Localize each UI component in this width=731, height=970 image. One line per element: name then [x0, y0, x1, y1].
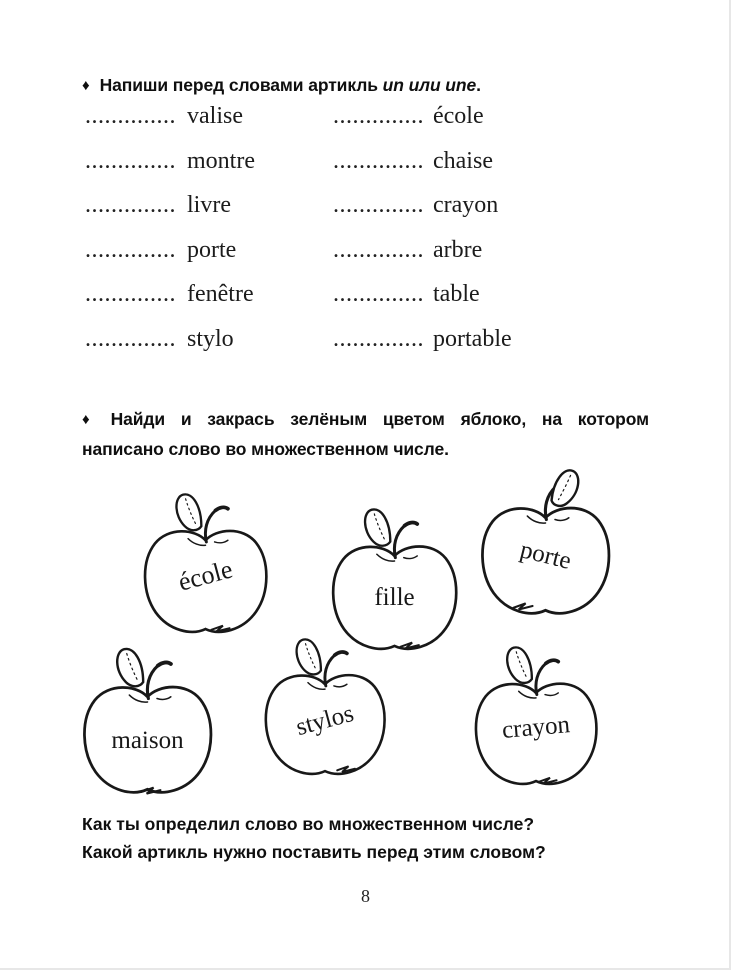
article-blank-dots: .............. [85, 325, 176, 352]
apple-stem [394, 526, 404, 558]
leaf-midrib [306, 644, 316, 668]
french-word: valise [187, 103, 243, 129]
question-1: Как ты определил слово во множественном числе? [82, 814, 535, 834]
article-blank-dots: .............. [85, 103, 176, 129]
task2-instruction-line1: Найди и закрась зелёным цветом яблоко, на котором [110, 409, 649, 429]
task2-instruction-line2: написано слово во множественном числе. [82, 439, 449, 459]
apple-body [145, 531, 266, 632]
apple-leaf [117, 649, 143, 686]
crease-right [157, 697, 171, 700]
word-row [85, 326, 645, 371]
apple-maison [74, 640, 221, 802]
apple-leaf [507, 647, 532, 683]
diamond-bullet-icon: ♦ [82, 77, 90, 94]
apple-stem-tip [215, 507, 227, 510]
french-word: table [433, 281, 480, 307]
apple-stem [147, 666, 157, 699]
leaf-midrib [516, 652, 526, 677]
task2-heading [82, 405, 649, 463]
leaf-midrib [374, 514, 384, 539]
apple-stem-tip [158, 662, 171, 665]
task1-instruction-period: . [476, 75, 481, 95]
apple-fille [323, 491, 466, 668]
discussion-questions [82, 810, 682, 866]
french-word: crayon [433, 192, 499, 218]
article-blank-dots: .............. [333, 281, 424, 307]
crease-left [129, 695, 147, 702]
apple-drawing [323, 491, 466, 668]
page-number: 8 [361, 886, 370, 906]
apple-drawing [466, 640, 606, 792]
word-row [85, 148, 645, 193]
apple-stem-tip [546, 660, 558, 663]
task1-instruction-italic: un или une [382, 75, 477, 95]
crease-left [519, 691, 536, 698]
bottom-squiggle [514, 603, 533, 609]
apple-body [333, 546, 456, 648]
bottom-squiggle [400, 643, 419, 649]
apple-word: maison [111, 727, 184, 754]
apple-leaf [297, 639, 321, 674]
bottom-squiggle [211, 626, 229, 632]
french-word: porte [187, 236, 237, 263]
french-word: portable [433, 325, 512, 352]
crease-left [377, 554, 395, 561]
apple-stem-tip [556, 483, 569, 486]
apple-leaf [176, 494, 201, 530]
apple-drawing [135, 480, 276, 647]
apple-stem-tip [405, 523, 418, 526]
bottom-squiggle [141, 788, 160, 794]
french-word: montre [187, 147, 255, 174]
article-blank-dots: .............. [85, 281, 176, 307]
apple-stem-tip [335, 652, 347, 655]
task1-instruction: Напиши перед словами артикль [99, 75, 383, 95]
bottom-squiggle [538, 778, 556, 784]
apple-stylos [256, 629, 394, 785]
crease-right [404, 556, 417, 559]
apple-leaf [365, 509, 390, 545]
leaf-midrib [127, 654, 137, 680]
apple-word: fille [374, 584, 415, 611]
word-row [85, 281, 645, 326]
article-blank-dots: .............. [333, 192, 424, 218]
apple-stem [536, 663, 546, 694]
article-blank-dots: .............. [333, 325, 424, 352]
article-blank-dots: .............. [85, 236, 176, 263]
apple-drawing [74, 640, 221, 802]
crease-right [215, 540, 228, 543]
task1-heading [82, 71, 682, 101]
article-blank-dots: .............. [333, 147, 424, 174]
article-blank-dots: .............. [333, 103, 424, 129]
french-word: stylo [187, 325, 234, 352]
apple-stem [205, 510, 215, 542]
crease-right [545, 693, 558, 696]
apple-drawing [472, 462, 619, 622]
diamond-bullet-icon: ♦ [82, 411, 101, 428]
apple-stem [545, 487, 555, 520]
apple-body [482, 508, 608, 613]
apple-body [266, 675, 385, 774]
article-blank-dots: .............. [85, 147, 176, 174]
french-word: école [433, 103, 484, 129]
apple-drawing [256, 629, 394, 785]
article-exercise-list [85, 103, 645, 370]
apple-word: crayon [500, 711, 572, 744]
apple-body [84, 687, 210, 792]
apple-ecole [135, 480, 276, 647]
bottom-squiggle [337, 766, 355, 772]
apple-word: porte [517, 536, 574, 575]
crease-left [308, 683, 325, 690]
french-word: arbre [433, 236, 483, 263]
french-word: fenêtre [187, 281, 254, 307]
word-row [85, 237, 645, 282]
article-blank-dots: .............. [85, 192, 176, 218]
apple-crayon [466, 640, 606, 792]
crease-left [527, 516, 545, 523]
leaf-midrib [186, 499, 196, 524]
word-row [85, 103, 645, 148]
leaf-midrib [558, 475, 570, 499]
crease-left [188, 539, 205, 546]
question-2: Какой артикль нужно поставить перед этим словом? [82, 842, 546, 862]
crease-right [555, 518, 569, 521]
apple-leaf [552, 470, 579, 506]
french-word: chaise [433, 147, 493, 174]
word-row [85, 192, 645, 237]
apple-stem [325, 655, 335, 686]
french-word: livre [187, 192, 231, 218]
crease-right [334, 684, 347, 686]
apple-porte [472, 462, 619, 622]
apple-word: école [175, 554, 236, 597]
apple-body [476, 684, 596, 784]
apple-word: stylos [293, 699, 357, 742]
article-blank-dots: .............. [333, 236, 424, 263]
